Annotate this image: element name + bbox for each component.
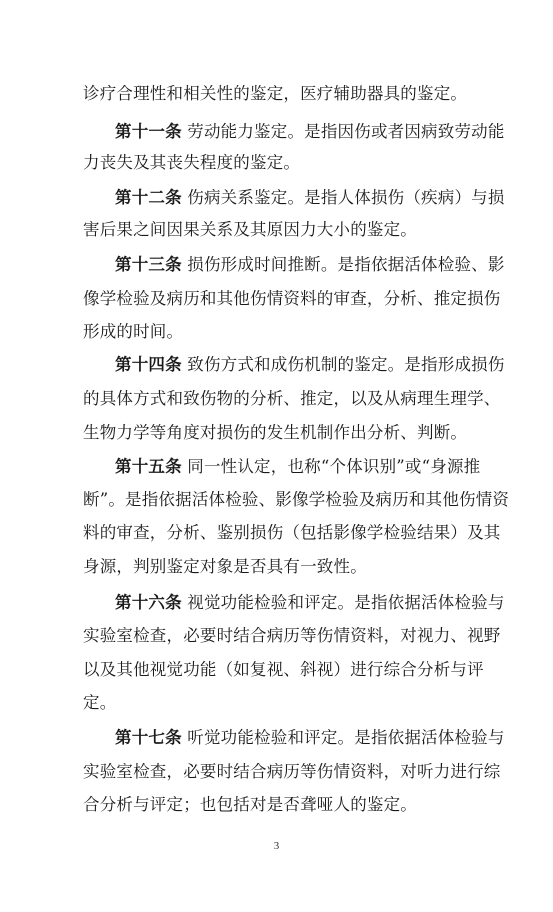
article-number: 第十五条 (115, 457, 182, 476)
article-number: 第十二条 (115, 188, 182, 207)
text-line: 力丧失及其丧失程度的鉴定。 (83, 153, 301, 172)
text-line: 形成的时间。 (83, 322, 184, 341)
article-number: 第十一条 (115, 122, 182, 141)
text-line: 害后果之间因果关系及其原因力大小的鉴定。 (83, 220, 417, 239)
text-line: 生物力学等角度对损伤的发生机制作出分析、判断。 (83, 423, 468, 442)
text-line: 实验室检查，必要时结合病历等伤情资料，对听力进行综 (83, 762, 501, 781)
text-line: 像学检验及病历和其他伤情资料的审查，分析、推定损伤 (83, 289, 501, 308)
text-line: 的具体方式和致伤物的分析、推定，以及从病理生理学、 (83, 389, 501, 408)
article-15-heading: 第十五条 同一性认定，也称“个体识别”或“身源推 (115, 457, 481, 476)
page-number: 3 (273, 840, 280, 852)
article-number: 第十四条 (115, 355, 182, 374)
article-12-heading: 第十二条 伤病关系鉴定。是指人体损伤（疾病）与损 (115, 188, 505, 207)
article-number: 第十三条 (115, 255, 182, 274)
article-number: 第十七条 (115, 728, 182, 747)
article-16-heading: 第十六条 视觉功能检验和评定。是指依据活体检验与 (115, 593, 505, 612)
text-line: 诊疗合理性和相关性的鉴定，医疗辅助器具的鉴定。 (83, 84, 468, 103)
article-14-heading: 第十四条 致伤方式和成伤机制的鉴定。是指形成损伤 (115, 355, 505, 374)
article-17-heading: 第十七条 听觉功能检验和评定。是指依据活体检验与 (115, 728, 505, 747)
article-11-heading: 第十一条 劳动能力鉴定。是指因伤或者因病致劳动能 (115, 122, 505, 141)
text-line: 断”。是指依据活体检验、影像学检验及病历和其他伤情资 (83, 490, 510, 509)
text-line: 合分析与评定；也包括对是否聋哑人的鉴定。 (83, 795, 417, 814)
text-line: 料的审查，分析、鉴别损伤（包括影像学检验结果）及其 (83, 523, 501, 542)
text-line: 以及其他视觉功能（如复视、斜视）进行综合分析与评 (83, 660, 484, 679)
text-line: 实验室检查，必要时结合病历等伤情资料，对视力、视野 (83, 626, 501, 645)
article-13-heading: 第十三条 损伤形成时间推断。是指依据活体检验、影 (115, 255, 505, 274)
article-number: 第十六条 (115, 593, 182, 612)
text-line: 定。 (83, 693, 117, 712)
text-line: 身源，判别鉴定对象是否具有一致性。 (83, 557, 367, 576)
